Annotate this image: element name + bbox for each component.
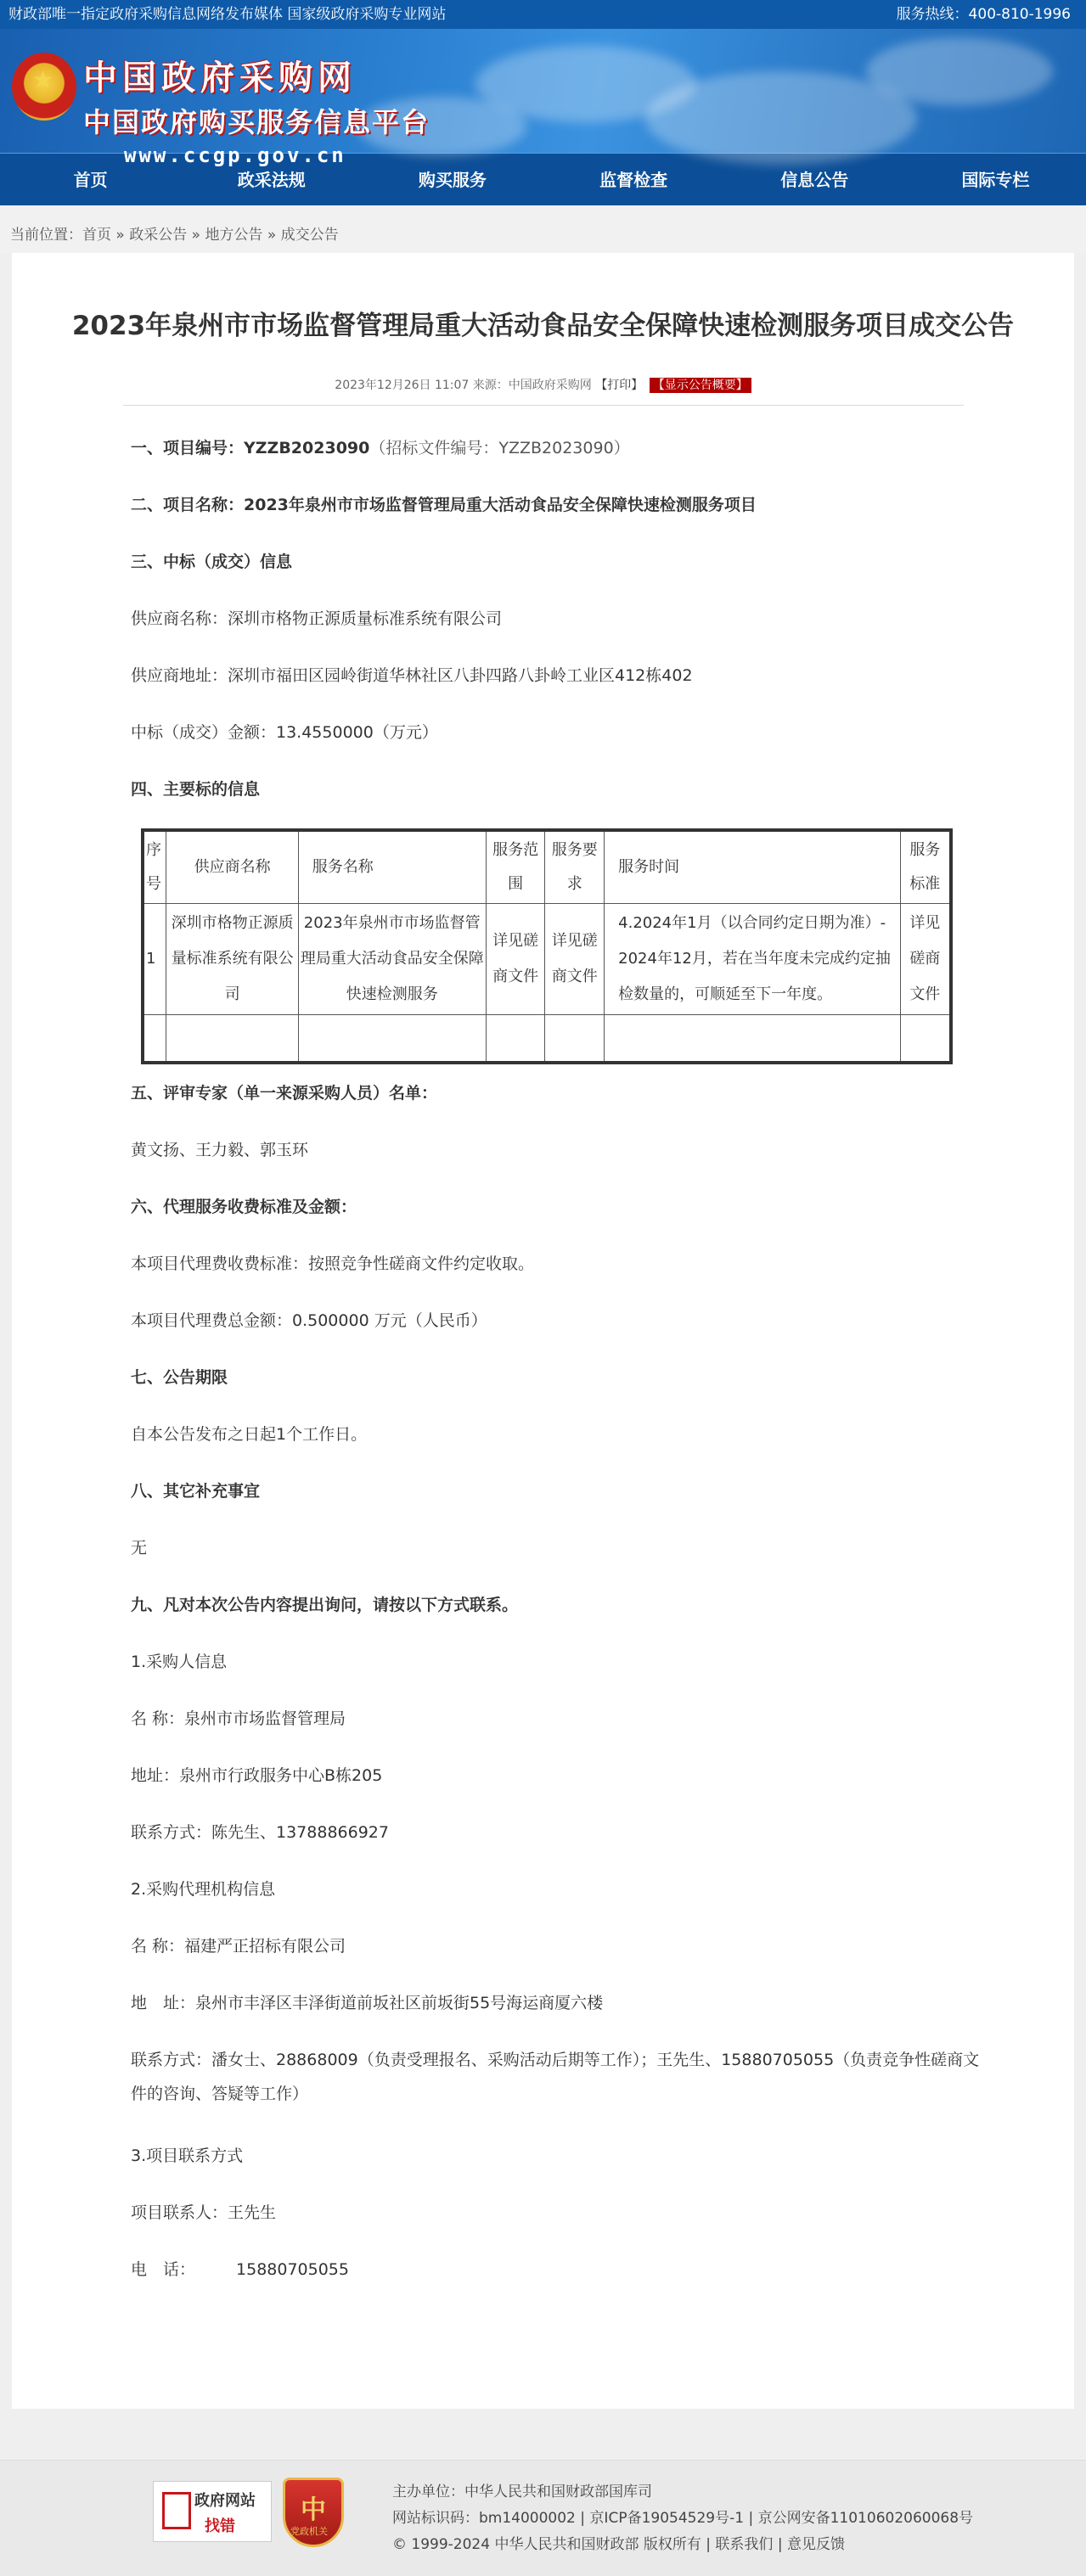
print-link[interactable]: 【打印】 (595, 379, 644, 392)
table-cell: 详见磋商文件 (545, 904, 605, 1015)
host-unit: 主办单位：中华人民共和国财政部国库司 (392, 2483, 652, 2500)
nav-announcements[interactable]: 信息公告 (780, 170, 849, 190)
copyright: © 1999-2024 中华人民共和国财政部 版权所有 (392, 2536, 701, 2553)
project-contact-title: 3.项目联系方式 (131, 2146, 244, 2165)
award-amount: 中标（成交）金额：13.4550000（万元） (131, 723, 438, 742)
supplier-name: 供应商名称：深圳市格物正源质量标准系统有限公司 (131, 609, 503, 628)
purchaser-contact: 联系方式：陈先生、13788866927 (131, 1822, 389, 1842)
header-cell: 服务名称 (298, 830, 486, 904)
nav-home[interactable]: 首页 (73, 170, 108, 190)
other-text: 无 (131, 1538, 148, 1557)
table-header-row (143, 830, 951, 904)
project-contact-phone: 电 话： 15880705055 (131, 2259, 349, 2279)
site-logo[interactable] (83, 51, 430, 167)
magnifier-icon (162, 2492, 191, 2529)
section-period: 七、公告期限 (131, 1367, 228, 1387)
expert-list: 黄文扬、王力毅、郭玉环 (131, 1140, 309, 1159)
breadcrumb-prefix: 当前位置： (10, 227, 82, 244)
table-cell: 4.2024年1月（以合同约定日期为准）- 2024年12月，若在当年度未完成约定抽检数量的，可顺延至下一年度。 (605, 904, 900, 1015)
top-info-bar (0, 0, 1086, 29)
nav-supervision[interactable]: 监督检查 (599, 170, 668, 190)
header-cell: 序号 (143, 830, 166, 904)
agency-contact: 联系方式：潘女士、28868009（负责受理报名、采购活动后期等工作）；王先生、15880705055（负责竞争性磋商文件的咨询、答疑等工作） (131, 2050, 980, 2103)
breadcrumb-deal[interactable]: 成交公告 (280, 227, 339, 244)
header-cell: 服务标准 (900, 830, 951, 904)
fee-standard: 本项目代理费收费标准：按照竞争性磋商文件约定收取。 (131, 1254, 535, 1273)
table-cell: 2023年泉州市市场监督管理局重大活动食品安全保障快速检测服务 (298, 904, 486, 1015)
nav-regulations[interactable]: 政采法规 (237, 170, 306, 190)
section-main-subject: 四、主要标的信息 (131, 780, 261, 799)
article-title: 2023年泉州市市场监督管理局重大活动食品安全保障快速检测服务项目成交公告 (71, 311, 1015, 341)
feedback-link[interactable]: 意见反馈 (786, 2536, 845, 2553)
agency-title: 2.采购代理机构信息 (131, 1879, 276, 1899)
article-meta (12, 376, 1074, 393)
icp-link[interactable]: 京ICP备19054529号-1 (589, 2510, 745, 2527)
contact-us-link[interactable]: 联系我们 (715, 2536, 774, 2553)
period-text: 自本公告发布之日起1个工作日。 (131, 1424, 368, 1444)
table-cell: 详见磋商文件 (900, 904, 951, 1015)
breadcrumb-home[interactable]: 首页 (82, 227, 111, 244)
header-cell: 服务范围 (486, 830, 545, 904)
police-record-link[interactable]: 京公网安备11010602060068号 (757, 2510, 974, 2527)
header-cell: 服务要求 (545, 830, 605, 904)
table-cell: 1 (143, 904, 166, 1015)
publish-date: 2023年12月26日 11:07 (335, 379, 470, 392)
agency-name: 名 称：福建严正招标有限公司 (131, 1936, 346, 1956)
article-body (12, 406, 980, 2281)
table-row-empty (143, 1015, 951, 1063)
badge-emblem-icon: 中 (301, 2495, 326, 2525)
phone-number: 15880705055 (236, 2259, 349, 2279)
purchaser-address: 地址：泉州市行政服务中心B栋205 (131, 1765, 383, 1785)
breadcrumb: 当前位置：首页 » 政采公告 » 地方公告 » 成交公告 (0, 205, 1086, 253)
article-container (12, 253, 1074, 2409)
nav-international[interactable]: 国际专栏 (961, 170, 1030, 190)
site-id: 网站标识码：bm14000002 (392, 2510, 576, 2527)
header-cell: 供应商名称 (166, 830, 298, 904)
site-banner (0, 29, 1086, 167)
section-experts: 五、评审专家（单一来源采购人员）名单： (131, 1083, 438, 1103)
site-url: www.ccgp.gov.cn (124, 143, 346, 167)
show-summary-button[interactable]: 【显示公告概要】 (650, 378, 751, 393)
service-hotline: 服务热线：400-810-1996 (896, 6, 1071, 23)
section-other: 八、其它补充事宜 (131, 1481, 261, 1501)
breadcrumb-announcements[interactable]: 政采公告 (129, 227, 188, 244)
purchaser-title: 1.采购人信息 (131, 1652, 228, 1671)
breadcrumb-local[interactable]: 地方公告 (205, 227, 263, 244)
footer-info: 主办单位：中华人民共和国财政部国库司 网站标识码：bm14000002 | 京ICP备19054529号-1 | 京公网安备11010602060068号 © 1999-2024 中华人民共和国财政部 版权所有 | 联系我们 | 意见反馈 (392, 2479, 973, 2558)
table-cell: 详见磋商文件 (486, 904, 545, 1015)
header-cell: 服务时间 (605, 830, 900, 904)
subject-table (141, 828, 953, 1064)
government-agency-badge[interactable]: 中 党政机关 (283, 2478, 344, 2547)
section-contact: 九、凡对本次公告内容提出询问，请按以下方式联系。 (131, 1595, 519, 1614)
table-cell: 深圳市格物正源质量标准系统有限公司 (166, 904, 298, 1015)
supplier-address: 供应商地址：深圳市福田区园岭街道华林社区八卦四路八卦岭工业区412栋402 (131, 666, 693, 685)
fee-total: 本项目代理费总金额：0.500000 万元（人民币） (131, 1310, 487, 1330)
section-award-info: 三、中标（成交）信息 (131, 553, 293, 571)
purchaser-name: 名 称：泉州市市场监督管理局 (131, 1709, 346, 1728)
section-project-name: 二、项目名称：2023年泉州市市场监督管理局重大活动食品安全保障快速检测服务项目 (131, 496, 757, 514)
project-number: YZZB2023090 (244, 439, 370, 457)
nav-purchase-services[interactable]: 购买服务 (418, 170, 487, 190)
article-source: 来源：中国政府采购网 (472, 379, 592, 392)
section-project-number: 一、项目编号：YZZB2023090（招标文件编号：YZZB2023090） (131, 439, 630, 457)
site-title: 中国政府采购网 (83, 58, 357, 98)
site-subtitle: 中国政府购买服务信息平台 (83, 106, 430, 138)
project-contact-person: 项目联系人：王先生 (131, 2203, 277, 2222)
national-emblem-icon[interactable]: ★ (12, 53, 76, 121)
website-error-report-badge[interactable]: 政府网站 找错 (153, 2481, 272, 2542)
table-row (143, 904, 951, 1015)
agency-address: 地 址：泉州市丰泽区丰泽街道前坂社区前坂街55号海运商厦六楼 (131, 1993, 604, 2012)
section-agency-fee: 六、代理服务收费标准及金额： (131, 1197, 357, 1216)
footer (0, 2460, 1086, 2576)
topbar-slogan: 财政部唯一指定政府采购信息网络发布媒体 国家级政府采购专业网站 (8, 6, 447, 23)
